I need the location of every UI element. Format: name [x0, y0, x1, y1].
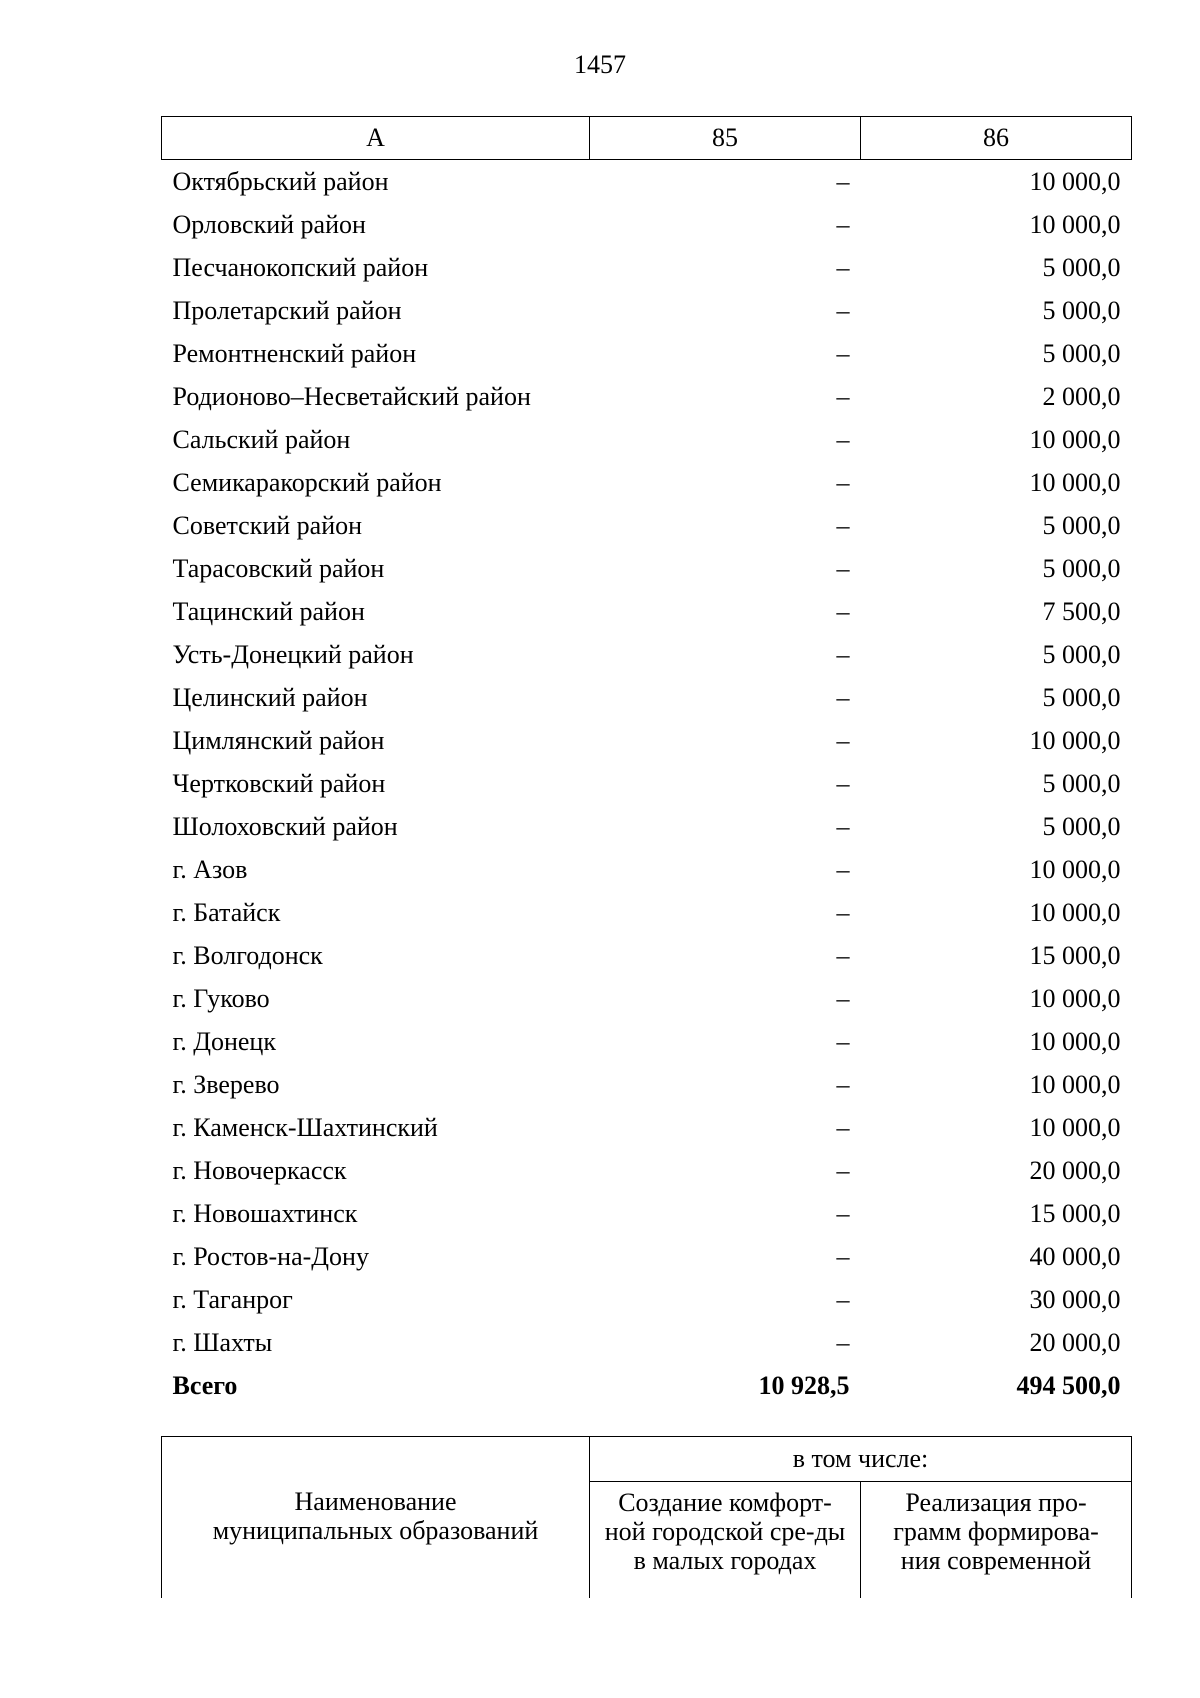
table-row [162, 676, 1132, 719]
table-row [162, 848, 1132, 891]
municipality-name: Пролетарский район [172, 296, 402, 325]
value-column-86: 5 000,0 [1042, 554, 1121, 583]
table-row [162, 418, 1132, 461]
municipality-name: Семикаракорский район [172, 468, 442, 497]
value-column-85: – [836, 554, 850, 583]
municipal-header: Наименование муниципальных образований [212, 1487, 539, 1545]
municipality-name: Ремонтненский район [172, 339, 417, 368]
table-header-row [162, 117, 1132, 160]
value-column-85: – [836, 511, 850, 540]
municipality-name: г. Таганрог [172, 1285, 293, 1314]
municipality-name: г. Донецк [172, 1027, 276, 1056]
value-column-86: 10 000,0 [1029, 855, 1121, 884]
table-row [162, 1020, 1132, 1063]
header-column-85: 85 [590, 117, 861, 160]
table-row [162, 1106, 1132, 1149]
municipality-name: Тарасовский район [172, 554, 385, 583]
value-column-85: – [836, 167, 850, 196]
municipality-name: Родионово–Несветайский район [172, 382, 531, 411]
comfortable-environment-header-cell [590, 1482, 861, 1599]
value-column-85: – [836, 640, 850, 669]
value-column-85: – [836, 769, 850, 798]
table-row [162, 633, 1132, 676]
next-table-header-row-1 [162, 1437, 1132, 1482]
value-column-86: 10 000,0 [1029, 898, 1121, 927]
table-row [162, 762, 1132, 805]
municipality-name: Орловский район [172, 210, 366, 239]
municipality-name: Октябрьский район [172, 167, 389, 196]
municipality-name: Тацинский район [172, 597, 365, 626]
budget-table [161, 116, 1132, 1407]
table-row [162, 891, 1132, 934]
value-column-86: 10 000,0 [1029, 1113, 1121, 1142]
value-column-85: – [836, 855, 850, 884]
value-column-86: 10 000,0 [1029, 425, 1121, 454]
value-column-85: – [836, 984, 850, 1013]
municipality-name: Чертковский район [172, 769, 386, 798]
table-row [162, 547, 1132, 590]
table-row [162, 461, 1132, 504]
value-column-86: 2 000,0 [1042, 382, 1121, 411]
table-row [162, 246, 1132, 289]
value-column-85: – [836, 1328, 850, 1357]
value-column-85: – [836, 339, 850, 368]
value-column-86: 20 000,0 [1029, 1156, 1121, 1185]
value-column-85: – [836, 726, 850, 755]
including-header: в том числе: [590, 1437, 1132, 1482]
table-row [162, 1235, 1132, 1278]
value-column-85: – [836, 1242, 850, 1271]
value-column-85: – [836, 1113, 850, 1142]
municipality-name: г. Батайск [172, 898, 281, 927]
value-column-85: – [836, 1199, 850, 1228]
value-column-86: 40 000,0 [1029, 1242, 1121, 1271]
table-row [162, 504, 1132, 547]
value-column-86: 5 000,0 [1042, 683, 1121, 712]
value-column-86: 15 000,0 [1029, 941, 1121, 970]
value-column-86: 5 000,0 [1042, 812, 1121, 841]
value-column-86: 5 000,0 [1042, 253, 1121, 282]
next-table-header [161, 1436, 1132, 1598]
table-header [162, 117, 1132, 160]
total-row [162, 1364, 1132, 1407]
value-column-86: 10 000,0 [1029, 468, 1121, 497]
program-realization-header-cell [861, 1482, 1132, 1599]
municipality-name: г. Новочеркасск [172, 1156, 347, 1185]
table-row [162, 289, 1132, 332]
comfortable-environment-header: Создание комфорт-ной городской сре-ды в малых городах [604, 1488, 846, 1575]
municipality-name: г. Зверево [172, 1070, 280, 1099]
table-row [162, 160, 1132, 204]
municipality-name: Цимлянский район [172, 726, 385, 755]
table-row [162, 719, 1132, 762]
table-row [162, 1063, 1132, 1106]
table-row [162, 203, 1132, 246]
municipality-name: Шолоховский район [172, 812, 398, 841]
value-column-86: 5 000,0 [1042, 511, 1121, 540]
table-row [162, 977, 1132, 1020]
table-row [162, 1321, 1132, 1364]
value-column-86: 20 000,0 [1029, 1328, 1121, 1357]
value-column-86: 15 000,0 [1029, 1199, 1121, 1228]
table-row [162, 332, 1132, 375]
municipality-name: г. Каменск-Шахтинский [172, 1113, 438, 1142]
municipal-header-cell [162, 1437, 590, 1599]
total-label: Всего [172, 1371, 238, 1400]
value-column-86: 5 000,0 [1042, 339, 1121, 368]
table-body [162, 160, 1132, 1408]
municipality-name: Песчанокопский район [172, 253, 429, 282]
table-row [162, 590, 1132, 633]
municipality-name: г. Азов [172, 855, 248, 884]
value-column-86: 10 000,0 [1029, 984, 1121, 1013]
header-column-a: А [162, 117, 590, 160]
table-row [162, 1278, 1132, 1321]
total-column-85: 10 928,5 [758, 1371, 850, 1400]
value-column-85: – [836, 382, 850, 411]
program-realization-header: Реализация про-грамм формирова-ния современной [893, 1488, 1099, 1575]
value-column-85: – [836, 253, 850, 282]
value-column-86: 7 500,0 [1042, 597, 1121, 626]
value-column-85: – [836, 210, 850, 239]
value-column-85: – [836, 898, 850, 927]
municipality-name: г. Новошахтинск [172, 1199, 358, 1228]
value-column-86: 5 000,0 [1042, 769, 1121, 798]
value-column-86: 5 000,0 [1042, 640, 1121, 669]
header-column-86: 86 [861, 117, 1132, 160]
value-column-85: – [836, 425, 850, 454]
value-column-86: 10 000,0 [1029, 1070, 1121, 1099]
municipality-name: г. Шахты [172, 1328, 273, 1357]
municipality-name: Сальский район [172, 425, 351, 454]
value-column-86: 10 000,0 [1029, 210, 1121, 239]
value-column-85: – [836, 941, 850, 970]
value-column-86: 30 000,0 [1029, 1285, 1121, 1314]
value-column-85: – [836, 683, 850, 712]
value-column-86: 10 000,0 [1029, 1027, 1121, 1056]
value-column-85: – [836, 1070, 850, 1099]
table-row [162, 375, 1132, 418]
value-column-85: – [836, 597, 850, 626]
total-column-86: 494 500,0 [1016, 1371, 1121, 1400]
value-column-85: – [836, 1285, 850, 1314]
value-column-85: – [836, 468, 850, 497]
value-column-85: – [836, 296, 850, 325]
value-column-86: 10 000,0 [1029, 167, 1121, 196]
value-column-86: 5 000,0 [1042, 296, 1121, 325]
municipality-name: Усть-Донецкий район [172, 640, 414, 669]
value-column-85: – [836, 812, 850, 841]
table-row [162, 1149, 1132, 1192]
page-number: 1457 [574, 50, 626, 79]
municipality-name: Советский район [172, 511, 363, 540]
municipality-name: г. Гуково [172, 984, 270, 1013]
municipality-name: г. Волгодонск [172, 941, 323, 970]
value-column-85: – [836, 1027, 850, 1056]
value-column-86: 10 000,0 [1029, 726, 1121, 755]
table-row [162, 934, 1132, 977]
value-column-85: – [836, 1156, 850, 1185]
municipality-name: г. Ростов-на-Дону [172, 1242, 369, 1271]
table-row [162, 1192, 1132, 1235]
table-row [162, 805, 1132, 848]
municipality-name: Целинский район [172, 683, 368, 712]
